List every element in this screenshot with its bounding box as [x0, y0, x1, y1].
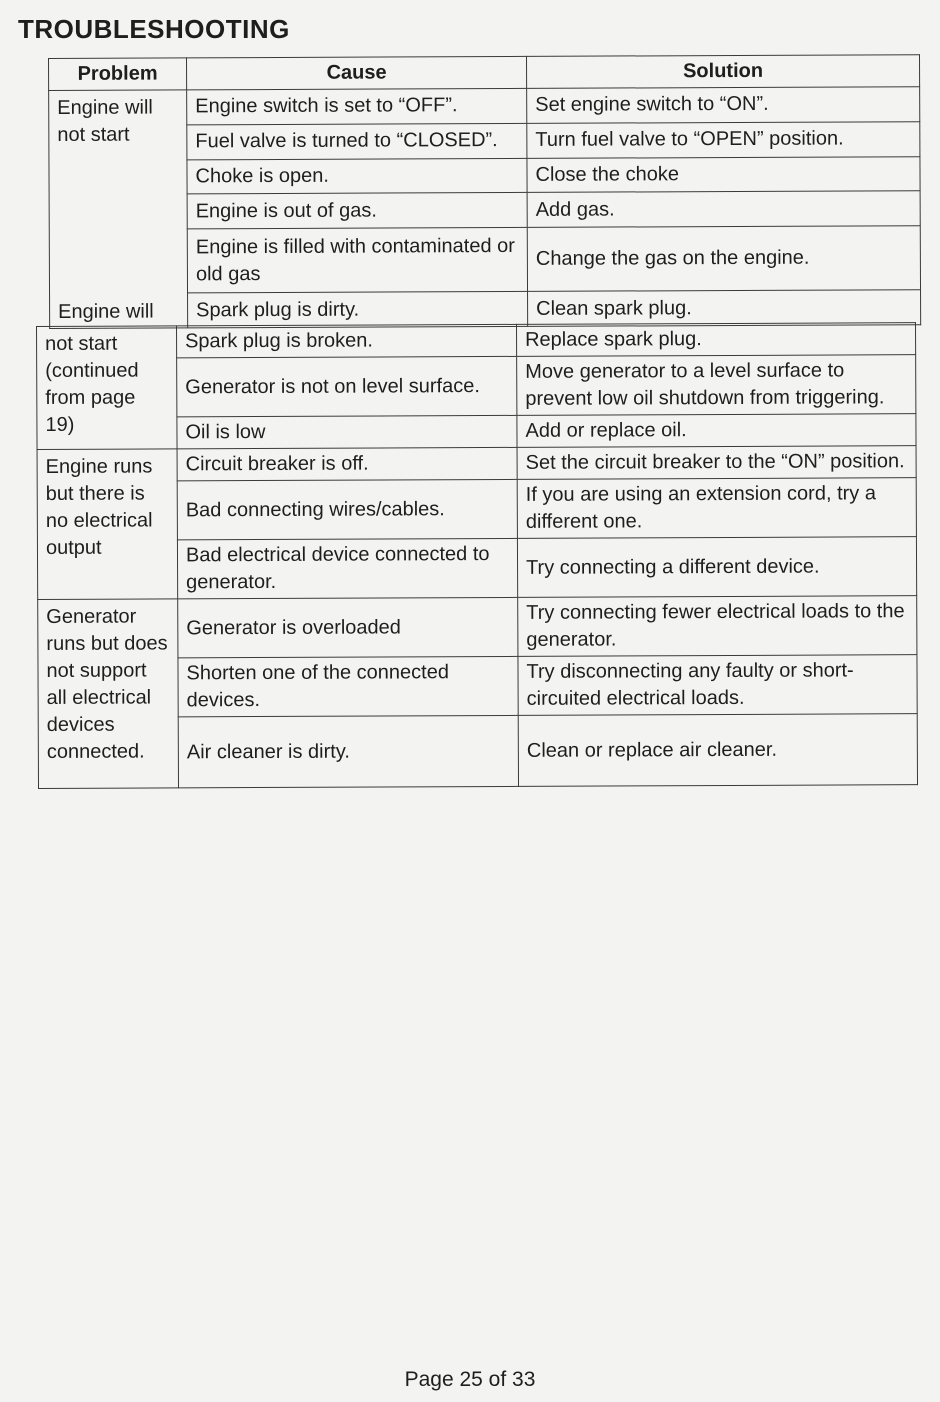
solution-cell: Clean or replace air cleaner. [518, 714, 917, 787]
cause-cell: Engine switch is set to “OFF”. [187, 88, 527, 124]
troubleshooting-table-part-1 [48, 54, 921, 329]
solution-cell: Set engine switch to “ON”. [527, 87, 920, 123]
problem-cell [49, 90, 188, 329]
solution-cell: Set the circuit breaker to the “ON” position. [517, 446, 916, 480]
solution-cell: Change the gas on the engine. [527, 226, 920, 292]
cause-cell: Engine is filled with contaminated or old gas [187, 227, 527, 293]
cause-cell: Spark plug is dirty. [188, 292, 528, 328]
solution-cell: Close the choke [527, 156, 920, 192]
solution-cell: Move generator to a level surface to prevent low oil shutdown from triggering. [517, 355, 916, 416]
cause-cell: Generator is not on level surface. [177, 356, 517, 416]
problem-cell: Generator runs but does not support all electrical devices connected. [38, 599, 179, 789]
cause-cell: Bad connecting wires/cables. [177, 479, 517, 539]
cause-cell: Circuit breaker is off. [177, 447, 517, 480]
solution-cell: Try connecting a different device. [517, 537, 916, 598]
problem-text: Engine will not start [57, 96, 153, 146]
cause-cell: Choke is open. [187, 158, 527, 194]
solution-cell: Try disconnecting any faulty or short-circuited electrical loads. [518, 655, 917, 716]
problem-cell: not start (continued from page 19) [37, 326, 178, 450]
solution-cell: Replace spark plug. [516, 323, 915, 357]
header-solution: Solution [526, 55, 919, 89]
cause-cell: Oil is low [177, 415, 517, 448]
cause-cell: Air cleaner is dirty. [178, 715, 518, 787]
cause-cell: Shorten one of the connected devices. [178, 656, 518, 716]
problem-continued-text: Engine will [58, 300, 154, 323]
troubleshooting-table-part-2 [36, 322, 918, 789]
cause-cell: Bad electrical device connected to generator. [177, 538, 517, 598]
table-row [37, 446, 916, 482]
solution-cell: Clean spark plug. [528, 290, 921, 327]
header-problem: Problem [49, 58, 187, 91]
cause-cell: Fuel valve is turned to “CLOSED”. [187, 123, 527, 159]
problem-cell: Engine runs but there is no electrical output [37, 449, 178, 600]
solution-cell: If you are using an extension cord, try a different one. [517, 478, 916, 539]
cause-cell: Engine is out of gas. [187, 193, 527, 229]
table-row [38, 596, 917, 659]
table-row [37, 323, 916, 359]
cause-cell: Spark plug is broken. [177, 324, 517, 357]
page-number: Page 25 of 33 [404, 1368, 536, 1391]
solution-cell: Turn fuel valve to “OPEN” position. [527, 121, 920, 157]
solution-cell: Add or replace oil. [517, 414, 916, 448]
page-title: TROUBLESHOOTING [18, 14, 290, 44]
table-row [49, 87, 920, 126]
solution-cell: Try connecting fewer electrical loads to the generator. [518, 596, 917, 657]
header-cause: Cause [187, 56, 527, 89]
table-header-row [49, 55, 920, 91]
solution-cell: Add gas. [527, 191, 920, 227]
cause-cell: Generator is overloaded [178, 597, 518, 657]
